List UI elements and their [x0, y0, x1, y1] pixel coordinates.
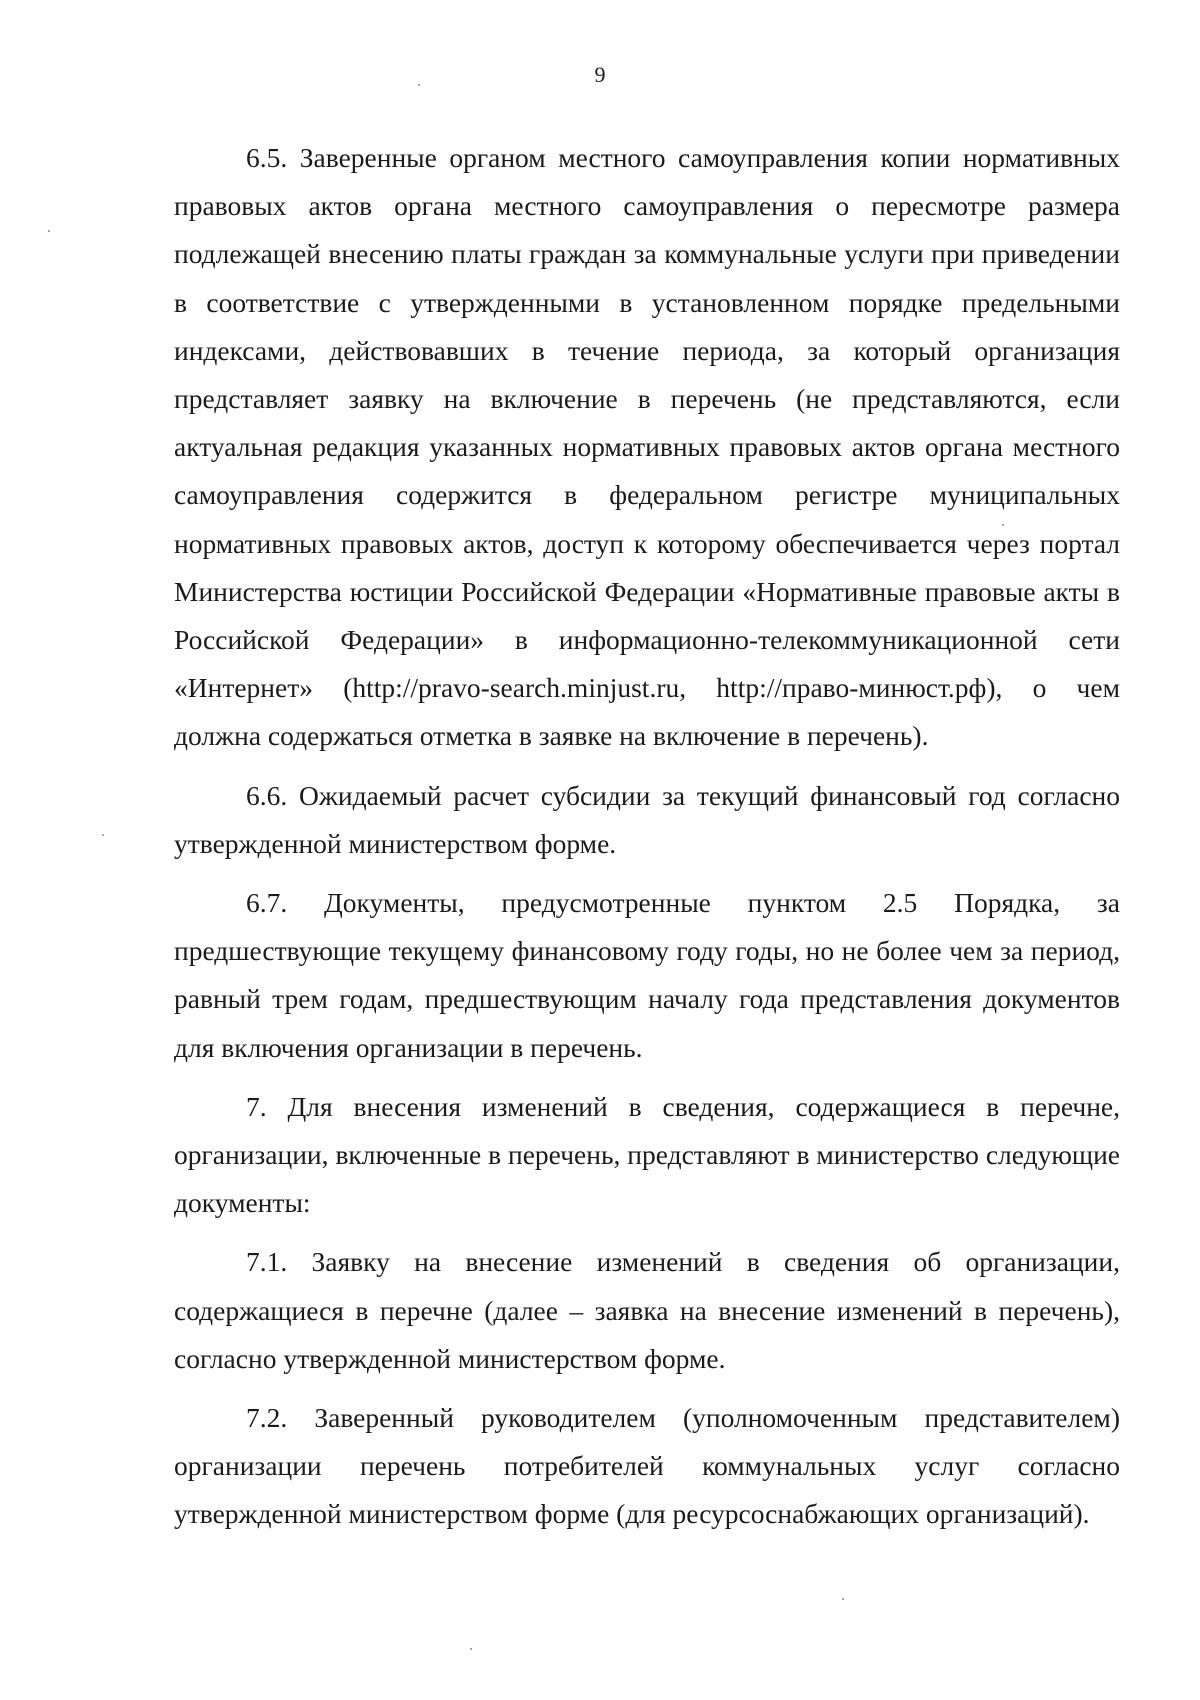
scan-speck: [1002, 524, 1004, 526]
scan-speck: [418, 84, 420, 86]
paragraph-7-2: 7.2. Заверенный руководителем (уполномоченным представителем) организации перечень потребителей коммунальных услуг согласно утвержденной министерством форме (для ресурсоснабжающих организаций).: [174, 1402, 1120, 1530]
document-body: [174, 134, 1120, 1550]
paragraph-6-7: 6.7. Документы, предусмотренные пунктом 2.5 Порядка, за предшествующие текущему финансовому году годы, но не более чем за период, равный трем годам, предшествующим началу года представления документов для включения организации в перечень.: [174, 887, 1120, 1063]
paragraph-7-1: 7.1. Заявку на внесение изменений в сведения об организации, содержащиеся в перечне (далее – заявка на внесение изменений в перечень), согласно утвержденной министерством форме.: [174, 1246, 1120, 1374]
paragraph-6-5: 6.5. Заверенные органом местного самоуправления копии нормативных правовых актов органа местного самоуправления о пересмотре размера подлежащей внесению платы граждан за коммунальные услуги при приведении в соответствие с утвержденными в установленном порядке предельными индексами, действовавших в течение периода, за который организация представляет заявку на включение в перечень (не представляются, если актуальная редакция указанных нормативных правовых актов органа местного самоуправления содержится в федеральном регистре муниципальных нормативных правовых актов, доступ к которому обеспечивается через портал Министерства юстиции Российской Федерации «Нормативные правовые акты в Российской Федерации» в информационно-телекоммуникационной сети «Интернет» (http://pravo-search.minjust.ru, http://право-минюст.рф), о чем должна содержаться отметка в заявке на включение в перечень).: [174, 142, 1120, 752]
scan-speck: [842, 1598, 844, 1600]
scan-speck: [102, 834, 104, 836]
paragraph-6-6: 6.6. Ожидаемый расчет субсидии за текущий финансовый год согласно утвержденной министерством форме.: [174, 779, 1120, 859]
paragraph-7: 7. Для внесения изменений в сведения, содержащиеся в перечне, организации, включенные в перечень, представляют в министерство следующие документы:: [174, 1090, 1120, 1219]
page-number: 9: [594, 62, 606, 87]
scan-speck: [470, 1648, 472, 1650]
scan-speck: [48, 230, 50, 232]
